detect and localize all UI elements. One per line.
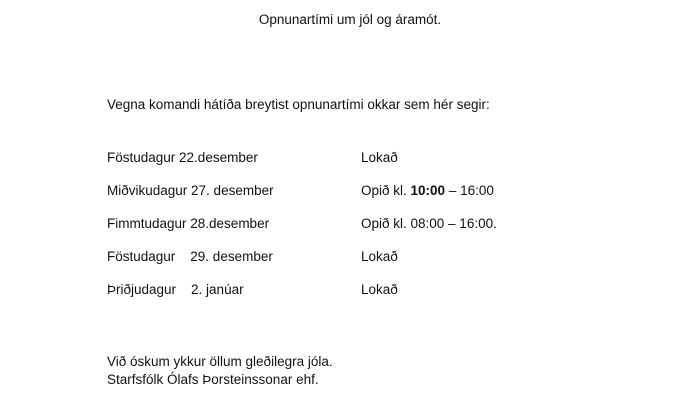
- schedule-day: Miðvikudagur 27. desember: [107, 183, 274, 198]
- closing-greeting: [107, 353, 333, 389]
- opening-hours-schedule: [107, 150, 567, 315]
- schedule-status: Opið kl. 08:00 – 16:00.: [361, 216, 497, 231]
- schedule-day: Föstudagur 29. desember: [107, 249, 273, 264]
- schedule-status: Lokað: [361, 150, 398, 165]
- schedule-row: [107, 183, 567, 216]
- schedule-status: [361, 183, 494, 198]
- schedule-row: [107, 150, 567, 183]
- document-title: Opnunartími um jól og áramót.: [258, 12, 442, 27]
- status-prefix: Opið kl.: [361, 183, 411, 198]
- intro-text: Vegna komandi hátíða breytist opnunartími okkar sem hér segir:: [107, 97, 490, 112]
- schedule-row: [107, 249, 567, 282]
- schedule-status: Lokað: [361, 249, 398, 264]
- schedule-day: Fimmtudagur 28.desember: [107, 216, 270, 231]
- signature-line: Starfsfólk Ólafs Þorsteinssonar ehf.: [107, 372, 319, 387]
- schedule-row: [107, 216, 567, 249]
- schedule-day: Þriðjudagur 2. janúar: [107, 282, 244, 297]
- schedule-status: Lokað: [361, 282, 398, 297]
- schedule-day: Föstudagur 22.desember: [107, 150, 258, 165]
- status-suffix: – 16:00: [445, 183, 494, 198]
- status-open-time: 10:00: [410, 183, 446, 198]
- schedule-row: [107, 282, 567, 315]
- greeting-line: Við óskum ykkur öllum gleðilegra jóla.: [107, 354, 333, 369]
